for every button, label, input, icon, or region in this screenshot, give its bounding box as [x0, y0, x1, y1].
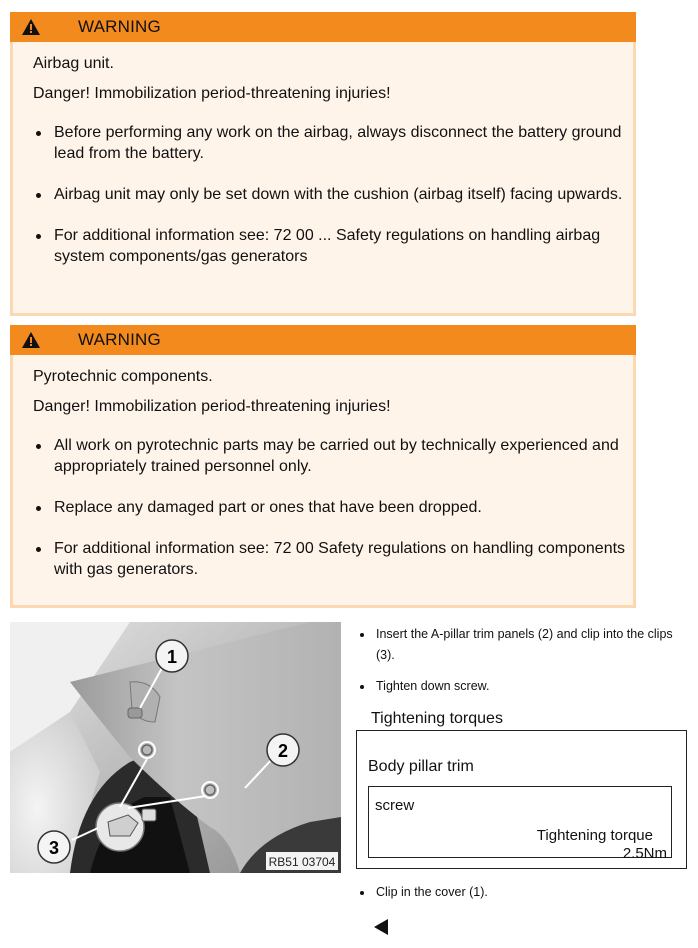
callout-3-text: 3 — [48, 838, 60, 858]
step-item: Insert the A-pillar trim panels (2) and clip into the clips (3). — [356, 624, 686, 666]
warning-item: All work on pyrotechnic parts may be carried out by technically experienced and appropriately trained personnel only. — [33, 435, 633, 477]
step-item: Clip in the cover (1). — [356, 882, 686, 903]
warning-box-airbag — [10, 12, 636, 316]
warning-item: Airbag unit may only be set down with the cushion (airbag itself) facing upwards. — [33, 184, 633, 205]
warning-label: WARNING — [78, 17, 161, 36]
warning-triangle-icon — [22, 332, 54, 348]
warning-box-pyrotechnic — [10, 325, 636, 608]
torque-component: Body pillar trim — [368, 758, 474, 775]
callout-1-text: 1 — [166, 647, 178, 667]
callout-2-text: 2 — [277, 741, 289, 761]
warning-label: WARNING — [78, 330, 161, 349]
torque-title: Tightening torques — [371, 710, 503, 727]
warning-danger: Danger! Immobilization period-threatening injuries! — [33, 85, 391, 102]
torque-row — [368, 786, 672, 862]
warning-triangle-icon — [22, 19, 54, 35]
warning-item: Before performing any work on the airbag, always disconnect the battery ground lead from the battery. — [33, 122, 633, 164]
figure-reference: RB51 03704 — [268, 855, 336, 869]
torque-table — [356, 730, 687, 869]
warning-danger: Danger! Immobilization period-threatening injuries! — [33, 398, 391, 415]
warning-header — [10, 325, 636, 355]
end-of-section-arrow-icon — [374, 919, 388, 935]
warning-header — [10, 12, 636, 42]
torque-column-label: Tightening torque — [536, 827, 653, 844]
warning-item: Replace any damaged part or ones that have been dropped. — [33, 497, 633, 518]
callout-3 — [38, 831, 70, 863]
warning-item: For additional information see: 72 00 Safety regulations on handling components with gas generators. — [33, 538, 633, 580]
torque-value: 2.5Nm — [622, 845, 667, 862]
step-item: Tighten down screw. — [356, 676, 686, 697]
procedure-column — [356, 624, 686, 862]
a-pillar-photo — [10, 622, 341, 873]
final-step — [356, 882, 686, 903]
warning-subject: Pyrotechnic components. — [33, 368, 213, 385]
callout-2 — [267, 734, 299, 766]
callout-1 — [156, 640, 188, 672]
warning-item: For additional information see: 72 00 ... Safety regulations on handling airbag system components/gas generators — [33, 225, 633, 267]
warning-subject: Airbag unit. — [33, 55, 114, 72]
torque-item: screw — [375, 797, 415, 814]
